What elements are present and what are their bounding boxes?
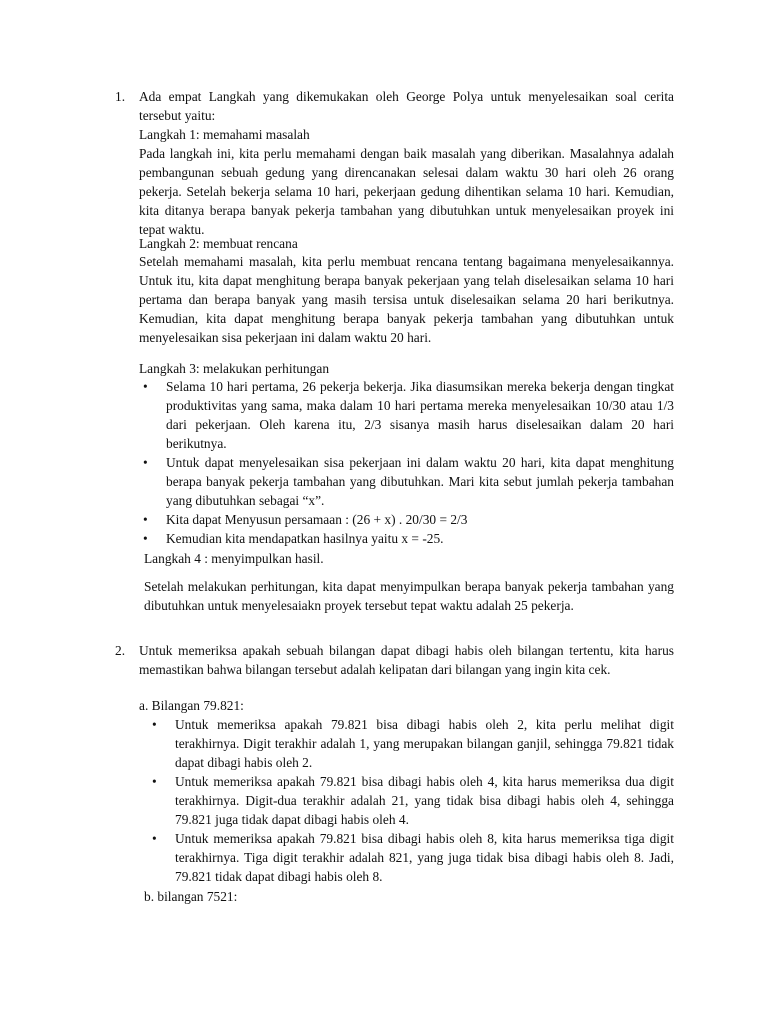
step-1-heading: Langkah 1: memahami masalah bbox=[139, 127, 310, 142]
bullet-icon: • bbox=[152, 831, 157, 846]
step-2-body: Setelah memahami masalah, kita perlu membuat rencana tentang bagaimana menyelesaikannya. Untuk itu, kita dapat menghitung berapa banyak pekerjaan yang telah diselesaikan selama 10 hari pertama dan berapa banyak yang masih tersisa untuk diselesaikan selama 20 hari berikutnya. Kemudian, kita dapat menghitung berapa banyak pekerja tambahan yang dibutuhkan untuk menyelesaikan sisa pekerjaan ini dalam waktu 20 hari. bbox=[139, 254, 674, 345]
step-3-heading: Langkah 3: melakukan perhitungan bbox=[139, 361, 330, 376]
item-2-number: 2. bbox=[115, 643, 126, 658]
step-4-heading: Langkah 4 : menyimpulkan hasil. bbox=[144, 551, 324, 566]
step-3-bullet-list bbox=[139, 377, 674, 548]
step-4-body: Setelah melakukan perhitungan, kita dapat menyimpulkan berapa banyak pekerja tambahan yang dibutuhkan untuk menyelesaiakn proyek tersebut tepat waktu adalah 25 pekerja. bbox=[144, 579, 674, 613]
list-item bbox=[148, 772, 674, 829]
list-item bbox=[139, 529, 674, 548]
bullet-icon: • bbox=[143, 531, 148, 546]
sub-b-heading: b. bilangan 7521: bbox=[144, 889, 238, 904]
list-item bbox=[139, 453, 674, 510]
list-item bbox=[148, 715, 674, 772]
list-item-text: Untuk memeriksa apakah 79.821 bisa dibagi habis oleh 2, kita perlu melihat digit terakhirnya. Digit terakhir adalah 1, yang merupakan bilangan ganjil, sehingga 79.821 tidak dapat dibagi habis oleh 2. bbox=[175, 717, 674, 770]
bullet-icon: • bbox=[143, 512, 148, 527]
bullet-icon: • bbox=[152, 774, 157, 789]
list-item-text: Kemudian kita mendapatkan hasilnya yaitu x = -25. bbox=[166, 531, 444, 546]
item-2-intro: Untuk memeriksa apakah sebuah bilangan dapat dibagi habis oleh bilangan tertentu, kita harus memastikan bahwa bilangan tersebut adalah kelipatan dari bilangan yang ingin kita cek. bbox=[139, 643, 674, 677]
list-item bbox=[139, 377, 674, 453]
list-item-text: Untuk memeriksa apakah 79.821 bisa dibagi habis oleh 4, kita harus memeriksa dua digit terakhirnya. Digit-dua terakhir adalah 21, yang tidak bisa dibagi habis oleh 4, sehingga 79.821 juga tidak dapat dibagi habis oleh 4. bbox=[175, 774, 674, 827]
bullet-icon: • bbox=[152, 717, 157, 732]
bullet-icon: • bbox=[143, 379, 148, 394]
sub-a-heading: a. Bilangan 79.821: bbox=[139, 698, 244, 713]
item-1-intro: Ada empat Langkah yang dikemukakan oleh George Polya untuk menyelesaikan soal cerita tersebut yaitu: bbox=[139, 89, 674, 123]
list-item bbox=[139, 510, 674, 529]
bullet-icon: • bbox=[143, 455, 148, 470]
item-1-number: 1. bbox=[115, 89, 126, 104]
sub-a-bullet-list bbox=[148, 715, 674, 886]
list-item-text: Untuk memeriksa apakah 79.821 bisa dibagi habis oleh 8, kita harus memeriksa tiga digit terakhirnya. Tiga digit terakhir adalah 821, yang juga tidak bisa dibagi habis oleh 8. Jadi, 79.821 tidak dapat dibagi habis oleh 8. bbox=[175, 831, 674, 884]
step-2-heading: Langkah 2: membuat rencana bbox=[139, 236, 298, 251]
step-1-body: Pada langkah ini, kita perlu memahami dengan baik masalah yang diberikan. Masalahnya adalah pembangunan sebuah gedung yang direncanakan selesai dalam waktu 30 hari oleh 26 orang pekerja. Setelah bekerja selama 10 hari, pekerjaan gedung dihentikan selama 10 hari. Kemudian, kita ditanya berapa banyak pekerja tambahan yang dibutuhkan untuk menyelesaikan proyek ini tepat waktu. bbox=[139, 146, 674, 237]
list-item-text: Selama 10 hari pertama, 26 pekerja bekerja. Jika diasumsikan mereka bekerja dengan tingkat produktivitas yang sama, maka dalam 10 hari pertama mereka menyelesaikan 10/30 atau 1/3 dari pekerjaan. Oleh karena itu, 2/3 sisanya masih harus diselesaikan dalam 20 hari berikutnya. bbox=[166, 379, 674, 451]
list-item-text: Kita dapat Menyusun persamaan : (26 + x) . 20/30 = 2/3 bbox=[166, 512, 468, 527]
list-item-text: Untuk dapat menyelesaikan sisa pekerjaan ini dalam waktu 20 hari, kita dapat menghitung berapa banyak pekerja tambahan yang dibutuhkan. Mari kita sebut jumlah pekerja tambahan yang dibutuhkan sebagai “x”. bbox=[166, 455, 674, 508]
list-item bbox=[148, 829, 674, 886]
